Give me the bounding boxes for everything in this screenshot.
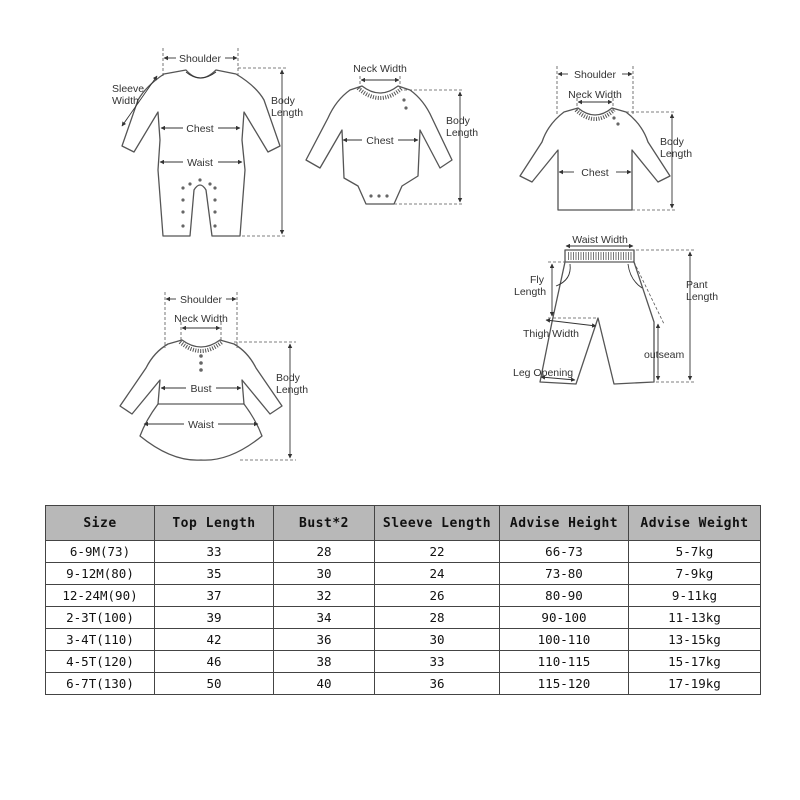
table-row — [46, 629, 761, 651]
dress-outline — [120, 340, 282, 460]
cell-advise-weight: 11-13kg — [629, 607, 761, 629]
cell-advise-weight: 15-17kg — [629, 651, 761, 673]
table-row — [46, 563, 761, 585]
bodysuit-chest-label: Chest — [366, 135, 394, 147]
cell-sleeve-length: 22 — [375, 541, 500, 563]
pants-pant-length-label: Pant Length — [686, 279, 719, 303]
header-top-length: Top Length — [155, 506, 274, 541]
cell-bust: 28 — [274, 541, 375, 563]
pants-diagram — [513, 234, 718, 384]
cell-advise-weight: 17-19kg — [629, 673, 761, 695]
cell-advise-weight: 13-15kg — [629, 629, 761, 651]
cell-sleeve-length: 26 — [375, 585, 500, 607]
dress-neck-width-label: Neck Width — [174, 313, 228, 325]
cell-bust: 32 — [274, 585, 375, 607]
cell-advise-height: 115-120 — [500, 673, 629, 695]
cell-advise-height: 110-115 — [500, 651, 629, 673]
cell-bust: 38 — [274, 651, 375, 673]
cell-size: 2-3T(100) — [46, 607, 155, 629]
cell-advise-height: 80-90 — [500, 585, 629, 607]
dress-waist-label: Waist — [188, 419, 214, 431]
cell-top-length: 33 — [155, 541, 274, 563]
top-chest-label: Chest — [581, 167, 609, 179]
header-sleeve-length: Sleeve Length — [375, 506, 500, 541]
romper-diagram — [112, 48, 303, 236]
dress-diagram — [120, 292, 308, 460]
romper-outline — [122, 70, 280, 236]
cell-advise-weight: 9-11kg — [629, 585, 761, 607]
bodysuit-neck-width-label: Neck Width — [353, 63, 407, 75]
top-diagram — [520, 66, 692, 210]
cell-size: 6-9M(73) — [46, 541, 155, 563]
pants-fly-length-label: Fly Length — [514, 274, 547, 298]
cell-top-length: 42 — [155, 629, 274, 651]
table-row — [46, 541, 761, 563]
header-advise-height: Advise Height — [500, 506, 629, 541]
dress-body-length-label: Body Length — [276, 372, 309, 396]
table-row — [46, 607, 761, 629]
dress-shoulder-label: Shoulder — [179, 294, 223, 306]
cell-size: 4-5T(120) — [46, 651, 155, 673]
cell-sleeve-length: 36 — [375, 673, 500, 695]
romper-waist-label: Waist — [187, 157, 213, 169]
cell-top-length: 50 — [155, 673, 274, 695]
pants-waist-width-label: Waist Width — [572, 234, 628, 246]
top-shoulder-label: Shoulder — [573, 69, 617, 81]
cell-advise-height: 73-80 — [500, 563, 629, 585]
romper-chest-label: Chest — [186, 123, 214, 135]
table-header-row — [46, 506, 761, 541]
bodysuit-diagram — [306, 63, 478, 204]
pants-outline — [540, 250, 654, 384]
romper-sleeve-width-label: Sleeve Width — [112, 83, 145, 107]
cell-top-length: 46 — [155, 651, 274, 673]
table-row — [46, 673, 761, 695]
top-outline — [520, 108, 670, 210]
cell-top-length: 39 — [155, 607, 274, 629]
cell-size: 12-24M(90) — [46, 585, 155, 607]
cell-sleeve-length: 24 — [375, 563, 500, 585]
cell-top-length: 37 — [155, 585, 274, 607]
pants-outseam-label: outseam — [644, 349, 685, 361]
romper-shoulder-label: Shoulder — [178, 53, 222, 65]
top-neck-width-label: Neck Width — [568, 89, 622, 101]
cell-bust: 36 — [274, 629, 375, 651]
table-row — [46, 651, 761, 673]
pants-leg-opening-label: Leg Opening — [513, 367, 574, 379]
romper-body-length-label: Body Length — [271, 95, 304, 119]
cell-top-length: 35 — [155, 563, 274, 585]
cell-sleeve-length: 28 — [375, 607, 500, 629]
bodysuit-body-length-label: Body Length — [446, 115, 479, 139]
dress-bust-label: Bust — [190, 383, 212, 395]
cell-bust: 40 — [274, 673, 375, 695]
top-body-length-label: Body Length — [660, 136, 693, 160]
header-bust: Bust*2 — [274, 506, 375, 541]
cell-advise-height: 66-73 — [500, 541, 629, 563]
cell-bust: 34 — [274, 607, 375, 629]
cell-bust: 30 — [274, 563, 375, 585]
cell-size: 9-12M(80) — [46, 563, 155, 585]
cell-sleeve-length: 30 — [375, 629, 500, 651]
header-size: Size — [46, 506, 155, 541]
cell-sleeve-length: 33 — [375, 651, 500, 673]
table-row — [46, 585, 761, 607]
cell-advise-height: 100-110 — [500, 629, 629, 651]
cell-advise-height: 90-100 — [500, 607, 629, 629]
header-advise-weight: Advise Weight — [629, 506, 761, 541]
cell-size: 3-4T(110) — [46, 629, 155, 651]
size-chart-table — [45, 505, 761, 695]
cell-size: 6-7T(130) — [46, 673, 155, 695]
pants-thigh-width-label: Thigh Width — [523, 328, 580, 340]
cell-advise-weight: 5-7kg — [629, 541, 761, 563]
cell-advise-weight: 7-9kg — [629, 563, 761, 585]
